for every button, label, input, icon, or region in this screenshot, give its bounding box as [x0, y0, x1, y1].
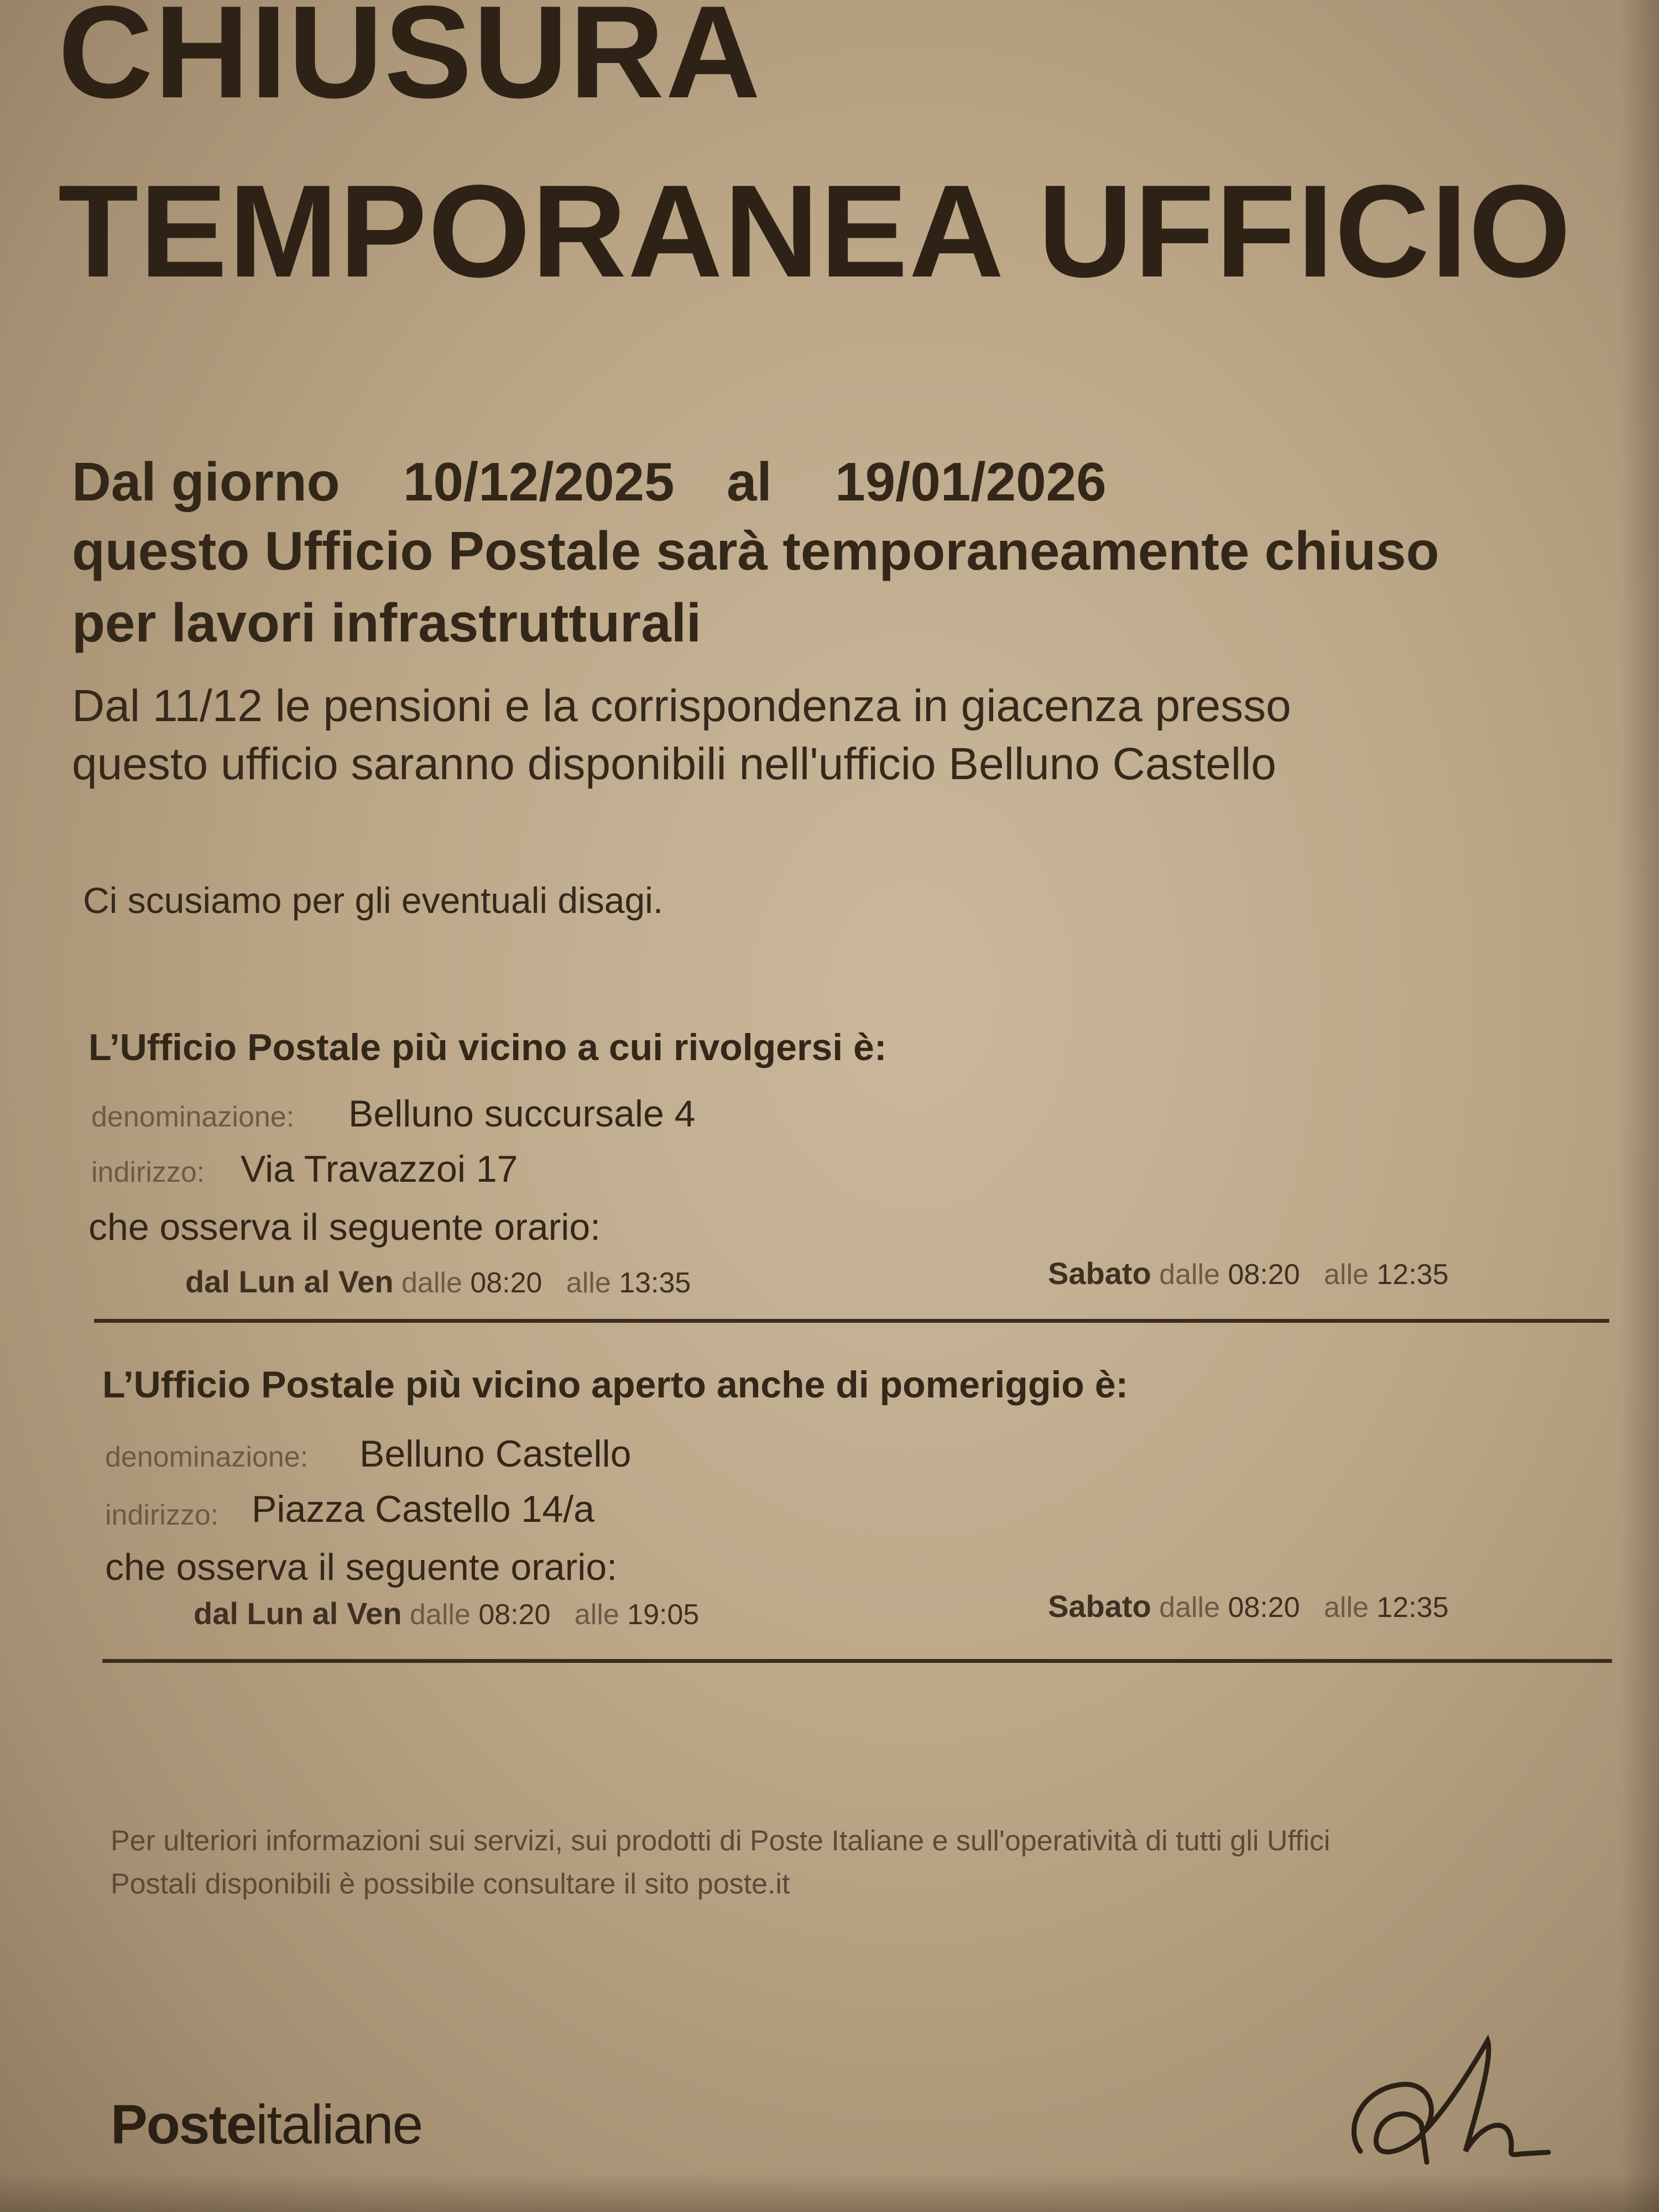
- office1-weekday-to-label: alle: [566, 1267, 611, 1299]
- footer-info: [111, 1819, 1626, 1906]
- title-line-2: TEMPORANEA UFFICIO: [58, 158, 1572, 305]
- office1-name: Belluno succursale 4: [348, 1093, 696, 1135]
- office2-saturday-hours: [1048, 1588, 1449, 1624]
- paper-edge-shadow: [1620, 0, 1659, 2212]
- from-date: 10/12/2025: [403, 451, 675, 512]
- paper-bottom-shadow: [0, 2173, 1659, 2212]
- office2-saturday-to-label: alle: [1323, 1592, 1369, 1624]
- from-label: Dal giorno: [72, 451, 340, 512]
- office1-hours-heading: che osserva il seguente orario:: [88, 1206, 601, 1248]
- office2-weekday-label: dal Lun al Ven: [194, 1596, 402, 1631]
- closure-line-2: per lavori infrastrutturali: [72, 592, 702, 653]
- office1-saturday-to: 12:35: [1376, 1259, 1449, 1291]
- office2-weekday-to: 19:05: [627, 1599, 700, 1631]
- closure-line-1: questo Ufficio Postale sarà temporaneamente chiuso: [72, 520, 1439, 581]
- office1-weekday-from-label: dalle: [401, 1267, 462, 1299]
- office1-address-label: indirizzo:: [91, 1156, 205, 1188]
- pension-line-1: Dal 11/12 le pensioni e la corrispondenza in giacenza presso: [72, 681, 1291, 731]
- office2-saturday-to: 12:35: [1376, 1592, 1449, 1624]
- footer-info-line-1: Per ulteriori informazioni sui servizi, sui prodotti di Poste Italiane e sull'operatività di tutti gli Uffici: [111, 1825, 1331, 1857]
- poste-italiane-logo: [111, 2093, 422, 2157]
- office1-weekday-label: dal Lun al Ven: [185, 1264, 394, 1299]
- office2-name-label: denominazione:: [105, 1441, 309, 1473]
- to-label: al: [726, 451, 772, 512]
- office1-saturday-from: 08:20: [1228, 1259, 1300, 1291]
- office1-saturday-from-label: dalle: [1159, 1259, 1220, 1291]
- apology-text: Ci scusiamo per gli eventuali disagi.: [83, 880, 664, 921]
- office2-address-label: indirizzo:: [105, 1499, 219, 1531]
- logo-light-text: italiane: [255, 2094, 422, 2156]
- divider-line: [94, 1319, 1609, 1323]
- office1-saturday-label: Sabato: [1048, 1256, 1151, 1291]
- pension-line-2: questo ufficio saranno disponibili nell'ufficio Belluno Castello: [72, 739, 1276, 789]
- office2-address: Piazza Castello 14/a: [252, 1488, 594, 1530]
- closure-dates: [72, 451, 1107, 513]
- office2-hours-heading: che osserva il seguente orario:: [105, 1546, 618, 1588]
- logo-bold-text: Poste: [111, 2094, 256, 2156]
- signature-icon: [1338, 2024, 1571, 2179]
- office1-name-label: denominazione:: [91, 1101, 295, 1133]
- office1-saturday-hours: [1048, 1255, 1449, 1291]
- to-date: 19/01/2026: [835, 451, 1107, 512]
- office2-saturday-label: Sabato: [1048, 1589, 1151, 1624]
- footer-info-line-2: Postali disponibili è possibile consultare il sito poste.it: [111, 1868, 790, 1900]
- office1-heading: L’Ufficio Postale più vicino a cui rivolgersi è:: [88, 1026, 887, 1068]
- divider-line: [102, 1659, 1612, 1663]
- office1-weekday-from: 08:20: [470, 1267, 542, 1299]
- office2-weekday-hours: [194, 1595, 699, 1631]
- office1-address: Via Travazzoi 17: [241, 1148, 518, 1190]
- office2-heading: L’Ufficio Postale più vicino aperto anche di pomeriggio è:: [102, 1364, 1129, 1406]
- office2-saturday-from-label: dalle: [1159, 1592, 1220, 1624]
- office1-saturday-to-label: alle: [1323, 1259, 1369, 1291]
- office2-weekday-from: 08:20: [478, 1599, 551, 1631]
- office2-name: Belluno Castello: [359, 1433, 632, 1475]
- office1-weekday-to: 13:35: [619, 1267, 691, 1299]
- title-line-1: CHIUSURA: [58, 0, 762, 126]
- office2-weekday-from-label: dalle: [409, 1599, 471, 1631]
- office2-saturday-from: 08:20: [1228, 1592, 1300, 1624]
- office1-weekday-hours: [185, 1264, 691, 1300]
- office2-weekday-to-label: alle: [574, 1599, 619, 1631]
